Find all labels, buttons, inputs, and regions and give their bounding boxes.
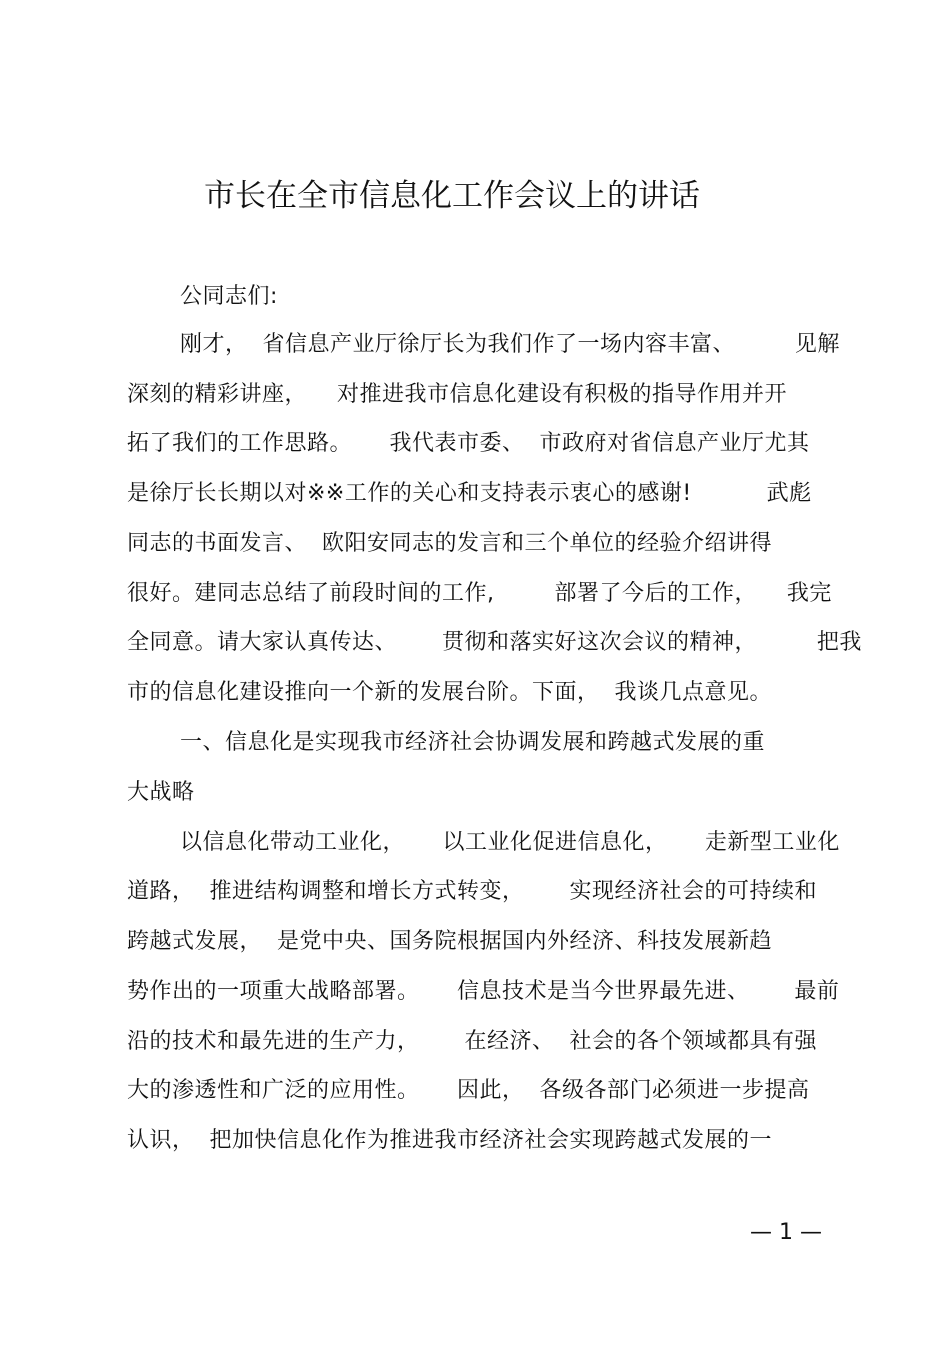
page-number: — 1 — bbox=[750, 1220, 822, 1245]
salutation: 公同志们: bbox=[180, 284, 278, 309]
paragraph-line: 深刻的精彩讲座， 对推进我市信息化建设有积极的指导作用并开 bbox=[127, 382, 787, 407]
document-title bbox=[0, 170, 950, 222]
section-heading: 大战略 bbox=[127, 780, 195, 805]
paragraph-line: 道路， 推进结构调整和增长方式转变， 实现经济社会的可持续和 bbox=[127, 879, 817, 904]
paragraph-line: 势作出的一项重大战略部署。 信息技术是当今世界最先进、 最前 bbox=[127, 979, 840, 1004]
section-heading: 一、信息化是实现我市经济社会协调发展和跨越式发展的重 bbox=[180, 730, 766, 755]
paragraph-line: 市的信息化建设推向一个新的发展台阶。下面， 我谈几点意见。 bbox=[127, 680, 772, 705]
paragraph-line: 大的渗透性和广泛的应用性。 因此， 各级各部门必须进一步提高 bbox=[127, 1078, 810, 1103]
paragraph-line: 很好。建同志总结了前段时间的工作, 部署了今后的工作， 我完 bbox=[127, 581, 832, 606]
paragraph-line: 认识， 把加快信息化作为推进我市经济社会实现跨越式发展的一 bbox=[127, 1128, 772, 1153]
paragraph-line: 以信息化带动工业化， 以工业化促进信息化， 走新型工业化 bbox=[180, 830, 840, 855]
paragraph-line: 沿的技术和最先进的生产力， 在经济、 社会的各个领域都具有强 bbox=[127, 1029, 817, 1054]
paragraph-line: 同志的书面发言、 欧阳安同志的发言和三个单位的经验介绍讲得 bbox=[127, 531, 772, 556]
paragraph-line: 全同意。请大家认真传达、 贯彻和落实好这次会议的精神， 把我 bbox=[127, 630, 862, 655]
paragraph-line: 是徐厅长长期以对※※工作的关心和支持表示衷心的感谢! 武彪 bbox=[127, 481, 812, 506]
paragraph-line: 跨越式发展， 是党中央、国务院根据国内外经济、科技发展新趋 bbox=[127, 929, 772, 954]
paragraph-line: 拓了我们的工作思路。 我代表市委、 市政府对省信息产业厅尤其 bbox=[127, 431, 810, 456]
paragraph-line: 刚才， 省信息产业厅徐厅长为我们作了一场内容丰富、 见解 bbox=[180, 332, 840, 357]
document-title-text: 市长在全市信息化工作会议上的讲话 bbox=[204, 178, 700, 214]
